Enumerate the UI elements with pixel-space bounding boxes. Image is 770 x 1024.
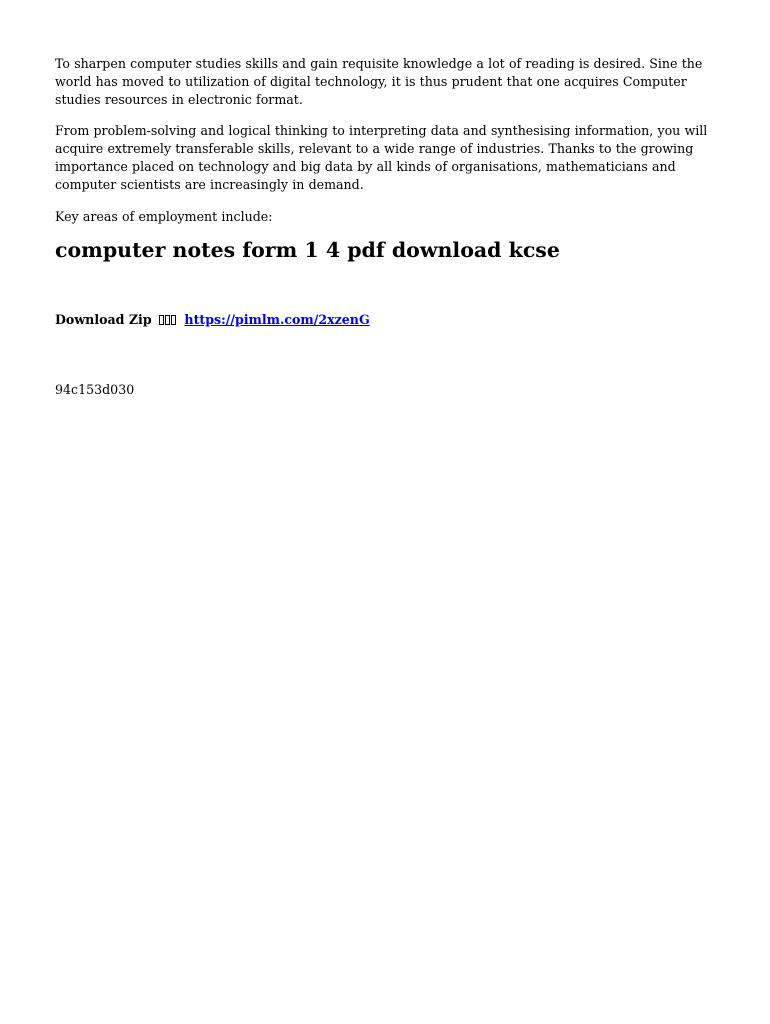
skills-paragraph: From problem-solving and logical thinking to interpreting data and synthesising information, you will acquire extremely transferable skills, relevant to a wide range of industries. Thanks to the growing importance placed on technology and big data by all kinds of organisations, mathematicians and computer scientists are increasingly in demand. (55, 123, 708, 192)
document-title: computer notes form 1 4 pdf download kcse (55, 238, 560, 263)
download-line (55, 311, 720, 329)
missing-glyph-icon (159, 312, 177, 329)
download-link[interactable]: https://pimlm.com/2xzenG (184, 312, 370, 328)
intro-paragraph: To sharpen computer studies skills and gain requisite knowledge a lot of reading is desired. Sine the world has moved to utilization of digital technology, it is thus prudent that one acquires Computer studies resources in electronic format. (55, 56, 703, 107)
document-page (55, 55, 720, 398)
hash-code: 94c153d030 (55, 382, 135, 398)
download-label: Download Zip (55, 312, 152, 328)
employment-paragraph: Key areas of employment include: (55, 208, 273, 224)
